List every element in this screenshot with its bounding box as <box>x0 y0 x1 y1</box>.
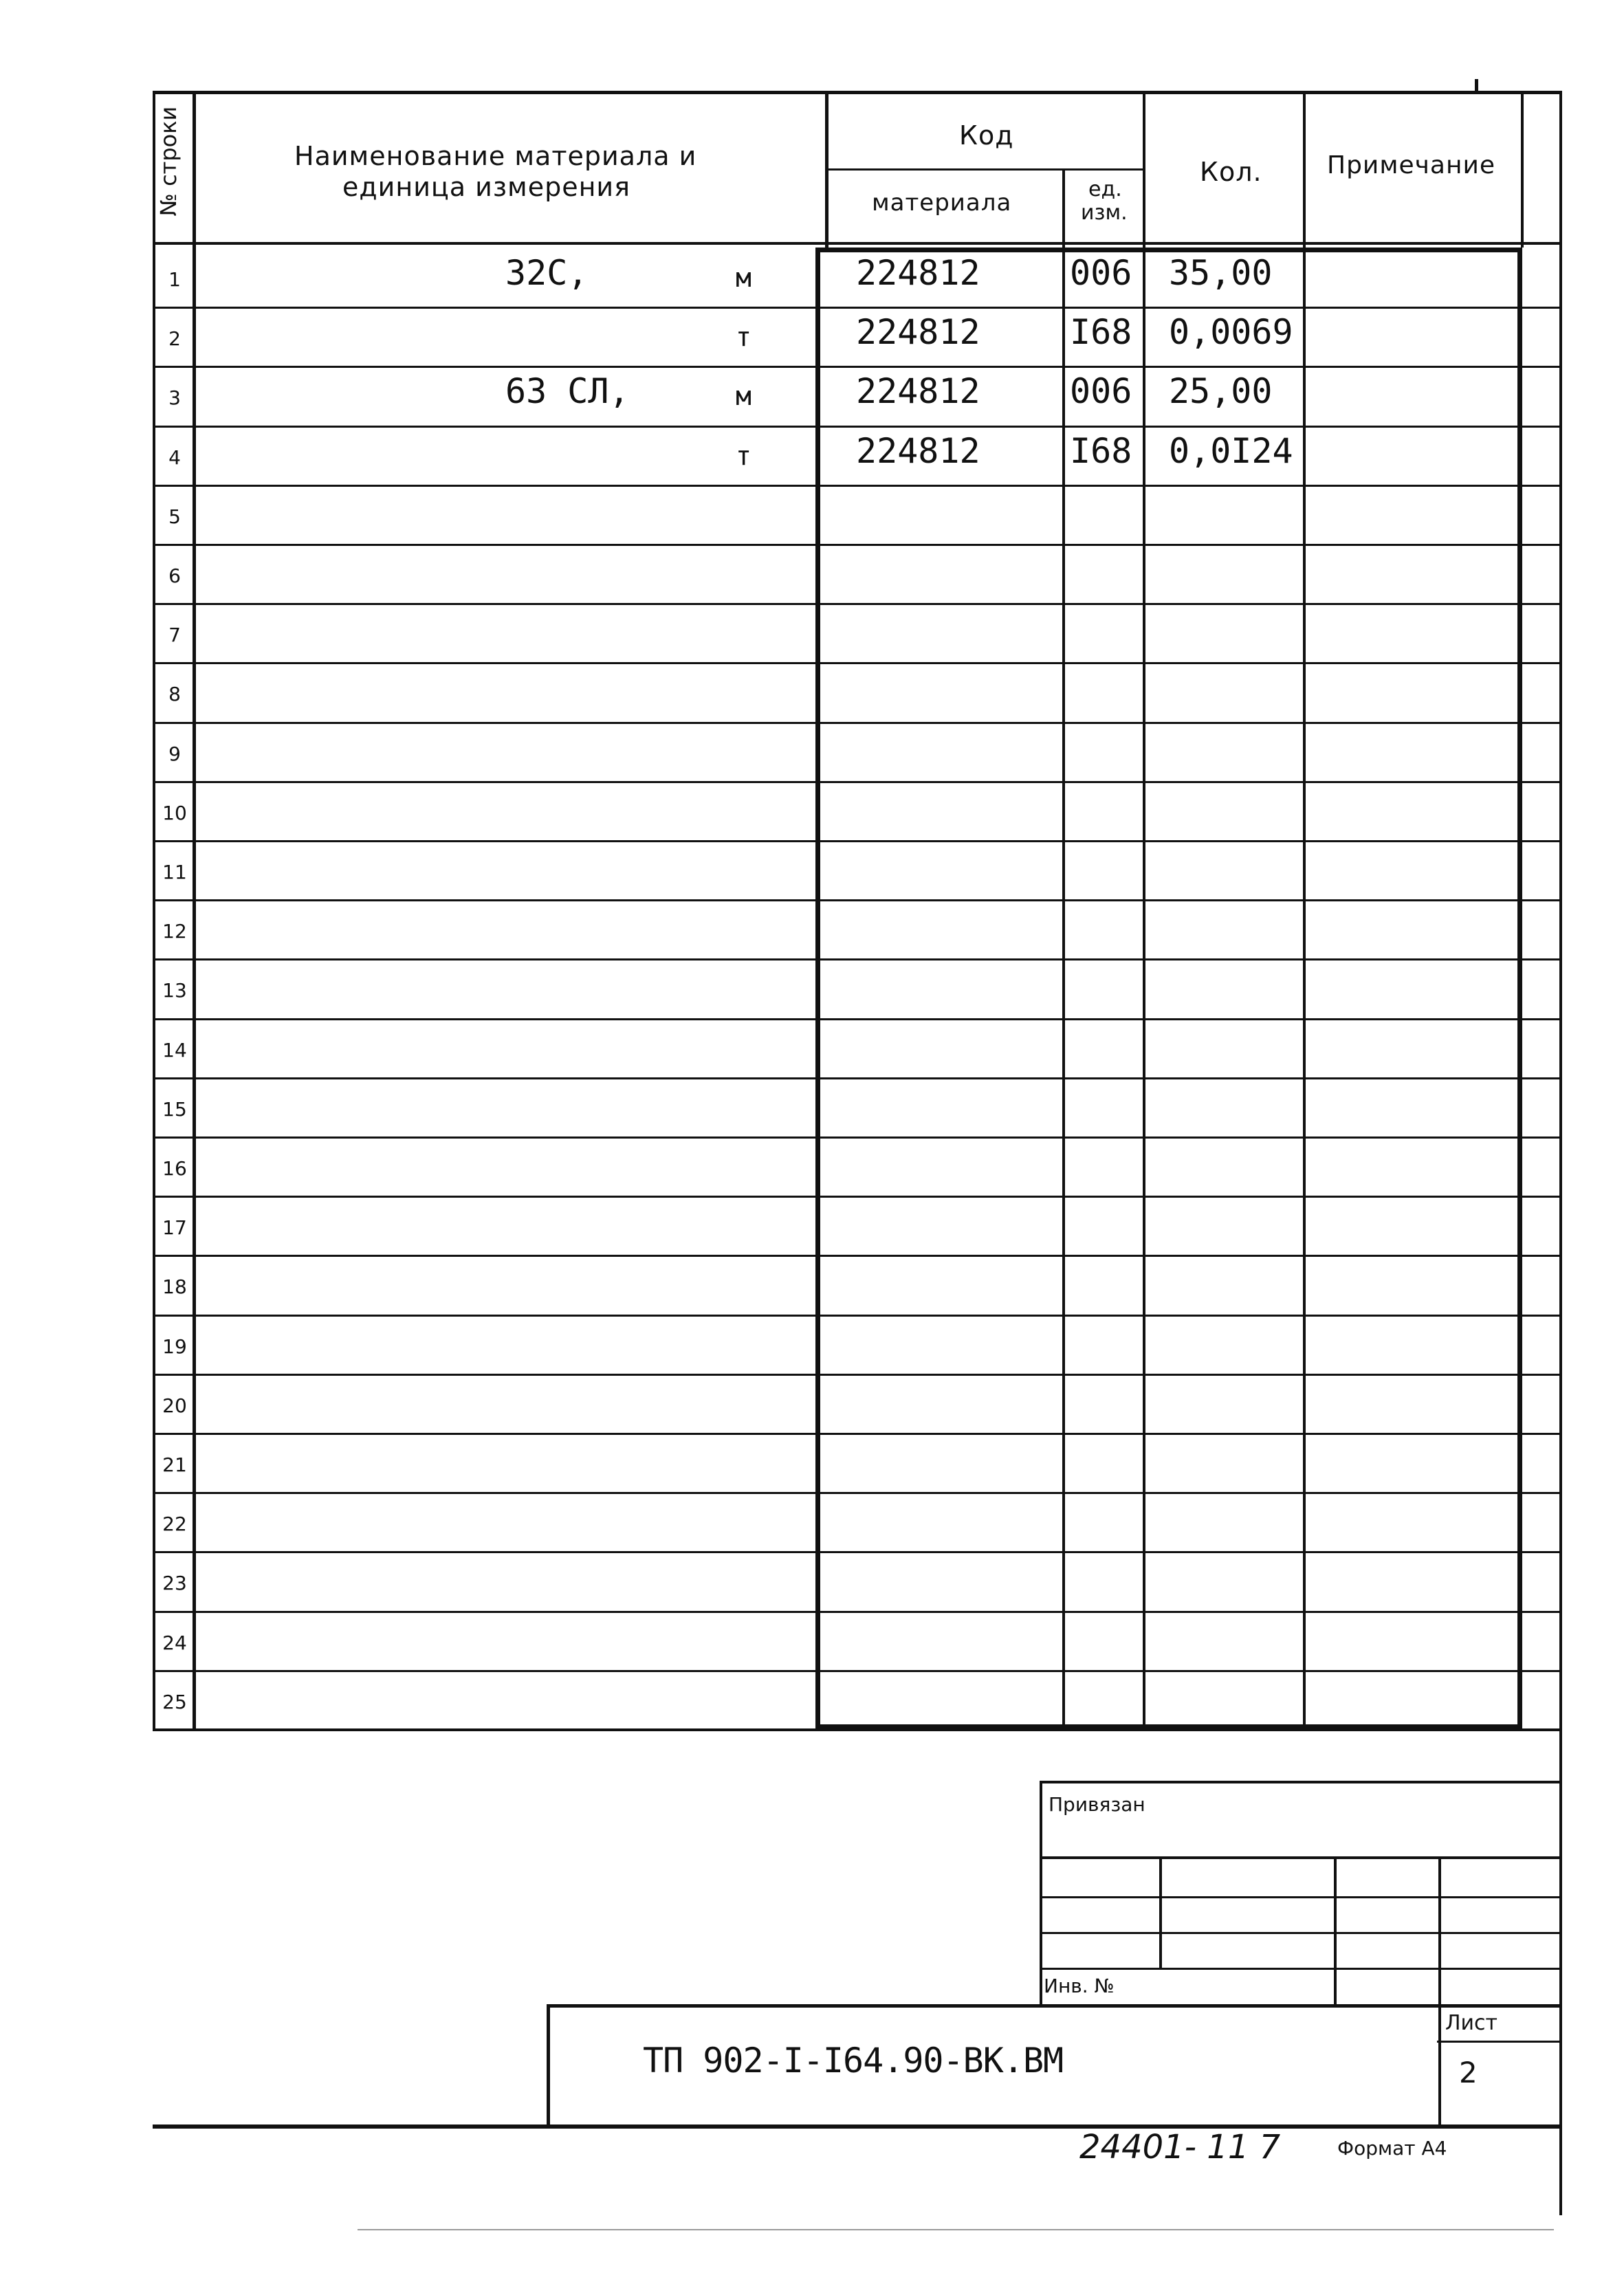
table-row <box>0 603 1624 662</box>
table-row <box>0 366 1624 425</box>
row-number: 7 <box>168 624 181 646</box>
header-row-no: № строки <box>155 106 182 217</box>
unit-code: I68 <box>1070 312 1132 352</box>
table-row <box>0 722 1624 781</box>
row-number: 16 <box>162 1157 187 1180</box>
footer-number: 24401- 11 7 <box>1079 2128 1281 2166</box>
table-row <box>0 426 1624 485</box>
material-name: 32С, <box>505 253 589 293</box>
row-number: 15 <box>162 1098 187 1121</box>
row-number: 23 <box>162 1572 187 1594</box>
table-row <box>0 1492 1624 1551</box>
row-number: 3 <box>168 386 181 409</box>
table-row <box>0 781 1624 840</box>
row-number: 6 <box>168 564 181 587</box>
row-number: 24 <box>162 1632 187 1654</box>
table-row <box>0 1551 1624 1610</box>
header-code-material: материала <box>872 189 1012 217</box>
table-row <box>0 307 1624 366</box>
material-code: 224812 <box>856 312 980 352</box>
table-row <box>0 1136 1624 1196</box>
quantity: 0,0I24 <box>1169 431 1293 471</box>
table-row <box>0 1611 1624 1670</box>
material-code: 224812 <box>856 371 980 411</box>
footer-format: Формат А4 <box>1337 2137 1447 2160</box>
row-number: 14 <box>162 1039 187 1062</box>
row-number: 2 <box>168 327 181 350</box>
header-code-unit: ед. <box>1088 177 1122 201</box>
table-row <box>0 485 1624 544</box>
row-number: 19 <box>162 1335 187 1358</box>
unit-label: т <box>736 441 751 471</box>
row-number: 13 <box>162 979 187 1002</box>
unit-label: м <box>736 381 751 411</box>
quantity: 25,00 <box>1169 371 1273 411</box>
row-number: 20 <box>162 1394 187 1417</box>
table-row <box>0 1315 1624 1374</box>
stamp-inv-label: Инв. № <box>1044 1975 1115 1997</box>
table-row <box>0 1018 1624 1077</box>
table-row <box>0 1433 1624 1492</box>
table-row <box>0 662 1624 721</box>
row-number: 17 <box>162 1216 187 1239</box>
row-number: 5 <box>168 505 181 528</box>
header-code: Код <box>959 120 1014 151</box>
unit-code: I68 <box>1070 431 1132 471</box>
stamp-bound-label: Привязан <box>1049 1793 1145 1816</box>
header-name: Наименование материала и <box>294 141 697 171</box>
sheet-number: 2 <box>1459 2056 1478 2089</box>
row-number: 18 <box>162 1275 187 1298</box>
table-row <box>0 1255 1624 1314</box>
table-row <box>0 1670 1624 1729</box>
table-row <box>0 544 1624 603</box>
doc-code: ТП 902-I-I64.90-ВК.ВМ <box>643 2041 1064 2080</box>
table-row <box>0 958 1624 1018</box>
material-code: 224812 <box>856 431 980 471</box>
table-row <box>0 899 1624 958</box>
quantity: 0,0069 <box>1169 312 1293 352</box>
row-number: 21 <box>162 1453 187 1476</box>
header-qty: Кол. <box>1200 157 1262 187</box>
row-number: 11 <box>162 861 187 883</box>
table-row <box>0 840 1624 899</box>
table-row <box>0 1196 1624 1255</box>
row-number: 25 <box>162 1691 187 1713</box>
table-row <box>0 248 1624 307</box>
header-name-line2: единица измерения <box>342 172 630 202</box>
unit-label: м <box>736 263 751 293</box>
row-number: 22 <box>162 1513 187 1535</box>
header-code-unit-2: изм. <box>1081 201 1128 225</box>
table-row <box>0 1077 1624 1136</box>
unit-code: 006 <box>1070 253 1132 293</box>
sheet-label: Лист <box>1445 2011 1498 2035</box>
row-number: 8 <box>168 683 181 705</box>
row-number: 4 <box>168 446 181 469</box>
header-note: Примечание <box>1327 151 1496 179</box>
row-number: 9 <box>168 743 181 765</box>
row-number: 10 <box>162 802 187 824</box>
row-number: 1 <box>168 268 181 291</box>
row-number: 12 <box>162 920 187 943</box>
quantity: 35,00 <box>1169 253 1273 293</box>
material-code: 224812 <box>856 253 980 293</box>
table-row <box>0 1374 1624 1433</box>
material-name: 63 СЛ, <box>505 371 630 411</box>
unit-label: т <box>736 322 751 352</box>
unit-code: 006 <box>1070 371 1132 411</box>
